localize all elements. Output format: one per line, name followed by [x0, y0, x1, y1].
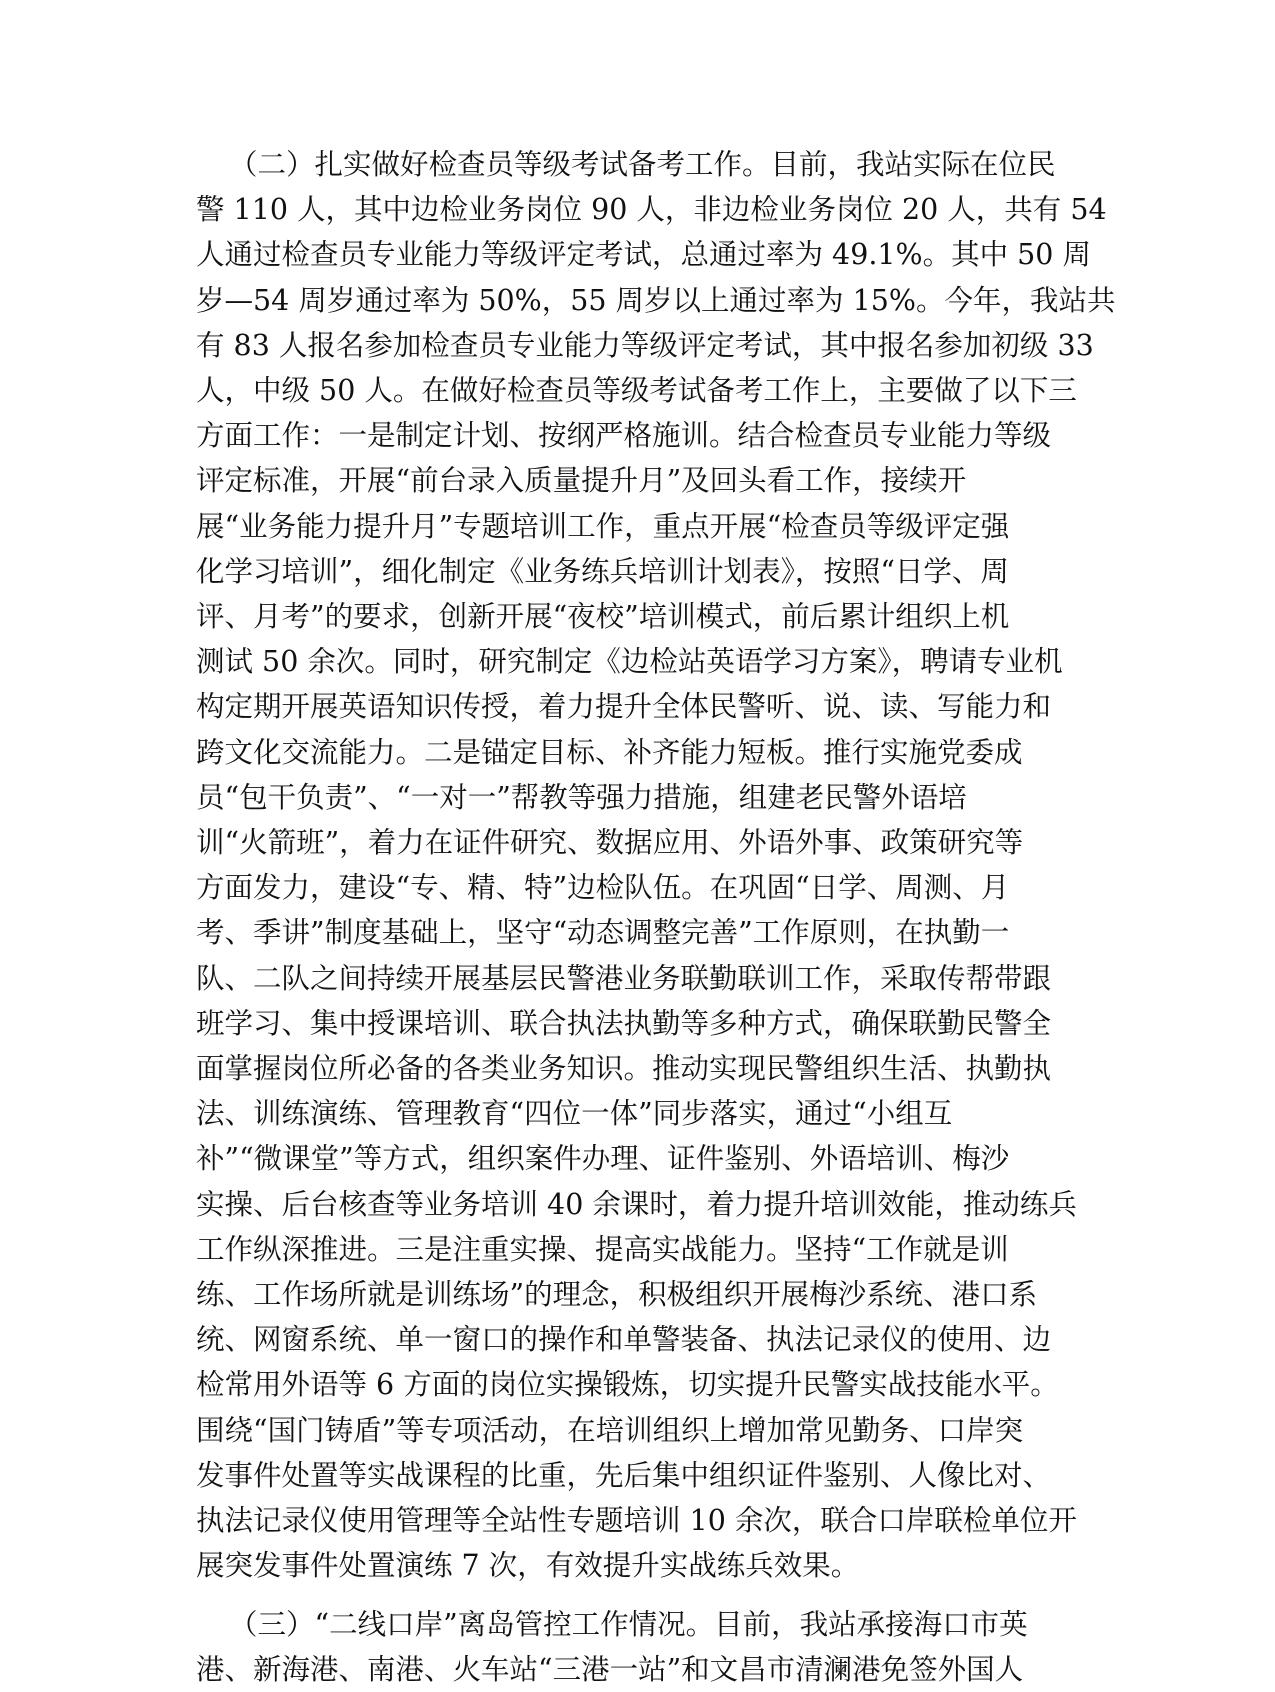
text-line: 有 83 人报名参加检查员专业能力等级评定考试，其中报名参加初级 33	[196, 328, 1094, 362]
text-line: （三）“二线口岸”离岛管控工作情况。目前，我站承接海口市英	[229, 1607, 1028, 1641]
text-line: 构定期开展英语知识传授，着力提升全体民警听、说、读、写能力和	[196, 690, 1052, 724]
text-line: 港、新海港、南港、火车站“三港一站”和文昌市清澜港免签外国人	[196, 1652, 1024, 1686]
text-line: 测试 50 余次。同时，研究制定《边检站英语学习方案》，聘请专业机	[196, 645, 1063, 679]
text-line: 法、训练演练、管理教育“四位一体”同步落实，通过“小组互	[196, 1097, 953, 1131]
text-line: 展“业务能力提升月”专题培训工作，重点开展“检查员等级评定强	[196, 509, 1010, 543]
text-line: 补”“微课堂”等方式，组织案件办理、证件鉴别、外语培训、梅沙	[196, 1142, 1010, 1176]
text-line: （二）扎实做好检查员等级考试备考工作。目前，我站实际在位民	[229, 148, 1056, 181]
text-line: 警 110 人，其中边检业务岗位 90 人，非边检业务岗位 20 人，共有 54	[196, 193, 1107, 227]
paragraph-second-line-port	[196, 1602, 1086, 1692]
text-line: 班学习、集中授课培训、联合执法执勤等多种方式，确保联勤民警全	[196, 1006, 1052, 1040]
text-line: 化学习培训”，细化制定《业务练兵培训计划表》，按照“日学、周	[196, 554, 1009, 588]
text-line: 评定标准，开展“前台录入质量提升月”及回头看工作，接续开	[196, 464, 967, 498]
text-line: 考、季讲”制度基础上，坚守“动态调整完善”工作原则，在执勤一	[196, 916, 1010, 950]
text-line: 执法记录仪使用管理等全站性专题培训 10 余次，联合口岸联检单位开	[196, 1504, 1077, 1538]
paragraph-spacer	[196, 1589, 1086, 1602]
text-line: 统、网窗系统、单一窗口的操作和单警装备、执法记录仪的使用、边	[196, 1323, 1052, 1357]
text-line: 训“火箭班”，着力在证件研究、数据应用、外语外事、政策研究等	[196, 826, 1024, 860]
text-line: 跨文化交流能力。二是锚定目标、补齐能力短板。推行实施党委成	[196, 735, 1023, 769]
text-line: 发事件处置等实战课程的比重，先后集中组织证件鉴别、人像比对、	[196, 1458, 1052, 1492]
text-line: 围绕“国门铸盾”等专项活动，在培训组织上增加常见勤务、口岸突	[196, 1413, 1024, 1447]
text-line: 人通过检查员专业能力等级评定考试，总通过率为 49.1%。其中 50 周	[196, 238, 1091, 272]
paragraph-exam-preparation	[196, 142, 1116, 1589]
text-line: 练、工作场所就是训练场”的理念，积极组织开展梅沙系统、港口系	[196, 1278, 1038, 1312]
text-line: 方面发力，建设“专、精、特”边检队伍。在巩固“日学、周测、月	[196, 871, 1010, 905]
text-line: 方面工作：一是制定计划、按纲严格施训。结合检查员专业能力等级	[196, 419, 1052, 453]
text-line: 实操、后台核查等业务培训 40 余课时，着力提升培训效能，推动练兵	[196, 1187, 1077, 1221]
document-body	[196, 142, 1116, 1692]
text-line: 面掌握岗位所必备的各类业务知识。推动实现民警组织生活、执勤执	[196, 1052, 1052, 1086]
text-line: 工作纵深推进。三是注重实操、提高实战能力。坚持“工作就是训	[196, 1232, 1009, 1266]
text-line: 岁—54 周岁通过率为 50%，55 周岁以上通过率为 15%。今年，我站共	[196, 283, 1116, 317]
text-line: 员“包干负责”、“一对一”帮教等强力措施，组建老民警外语培	[196, 780, 967, 814]
text-line: 评、月考”的要求，创新开展“夜校”培训模式，前后累计组织上机	[196, 600, 1010, 634]
text-line: 展突发事件处置演练 7 次，有效提升实战练兵效果。	[196, 1549, 860, 1583]
text-line: 人，中级 50 人。在做好检查员等级考试备考工作上，主要做了以下三	[196, 374, 1077, 408]
text-line: 检常用外语等 6 方面的岗位实操锻炼，切实提升民警实战技能水平。	[196, 1368, 1059, 1402]
text-line: 队、二队之间持续开展基层民警港业务联勤联训工作，采取传帮带跟	[196, 961, 1052, 995]
